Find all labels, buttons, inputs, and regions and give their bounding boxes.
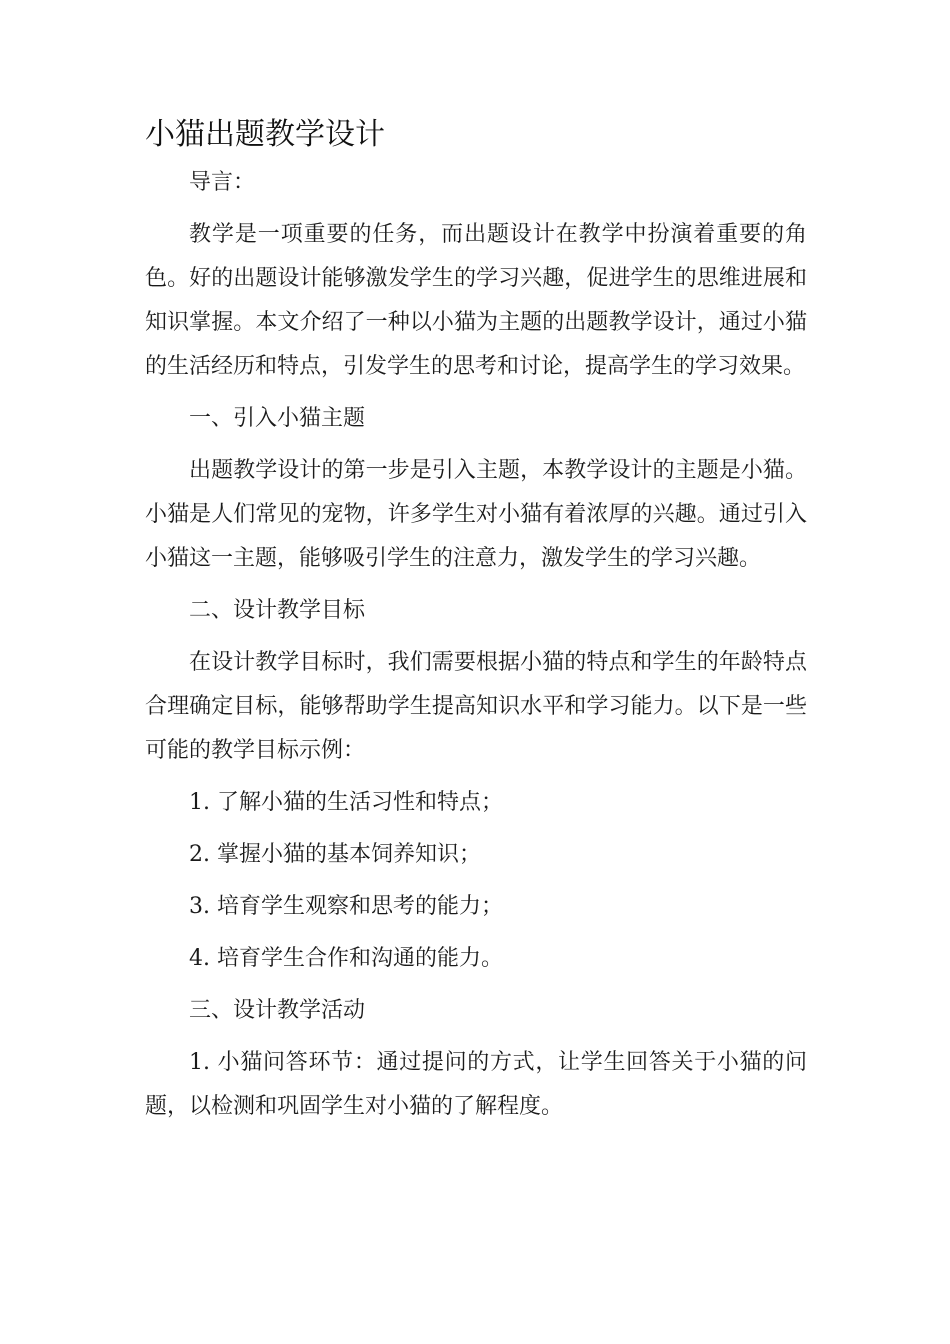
section-heading-1: 一、引入小猫主题 bbox=[189, 406, 366, 431]
activity-item-1: 1. 小猫问答环节：通过提问的方式，让学生回答关于小猫的问题，以检测和巩固学生对小猫的了解程度。 bbox=[145, 1050, 807, 1119]
goal-item-4: 4. 培育学生合作和沟通的能力。 bbox=[189, 946, 503, 971]
goal-item-2: 2. 掌握小猫的基本饲养知识； bbox=[189, 842, 481, 867]
document-body bbox=[145, 161, 807, 1137]
goal-item-3: 3. 培育学生观察和思考的能力； bbox=[189, 894, 503, 919]
intro-label: 导言： bbox=[189, 170, 256, 195]
goal-item-1: 1. 了解小猫的生活习性和特点； bbox=[189, 790, 503, 815]
document-title: 小猫出题教学设计 bbox=[145, 117, 385, 152]
section-heading-3: 三、设计教学活动 bbox=[189, 998, 366, 1023]
section-1-paragraph: 出题教学设计的第一步是引入主题，本教学设计的主题是小猫。小猫是人们常见的宠物，许多学生对小猫有着浓厚的兴趣。通过引入小猫这一主题，能够吸引学生的注意力，激发学生的学习兴趣。 bbox=[145, 458, 807, 571]
section-2-paragraph: 在设计教学目标时，我们需要根据小猫的特点和学生的年龄特点合理确定目标，能够帮助学生提高知识水平和学习能力。以下是一些可能的教学目标示例： bbox=[145, 650, 807, 763]
intro-paragraph: 教学是一项重要的任务，而出题设计在教学中扮演着重要的角色。好的出题设计能够激发学生的学习兴趣，促进学生的思维进展和知识掌握。本文介绍了一种以小猫为主题的出题教学设计，通过小猫的生活经历和特点，引发学生的思考和讨论，提高学生的学习效果。 bbox=[145, 222, 807, 379]
section-heading-2: 二、设计教学目标 bbox=[189, 598, 366, 623]
